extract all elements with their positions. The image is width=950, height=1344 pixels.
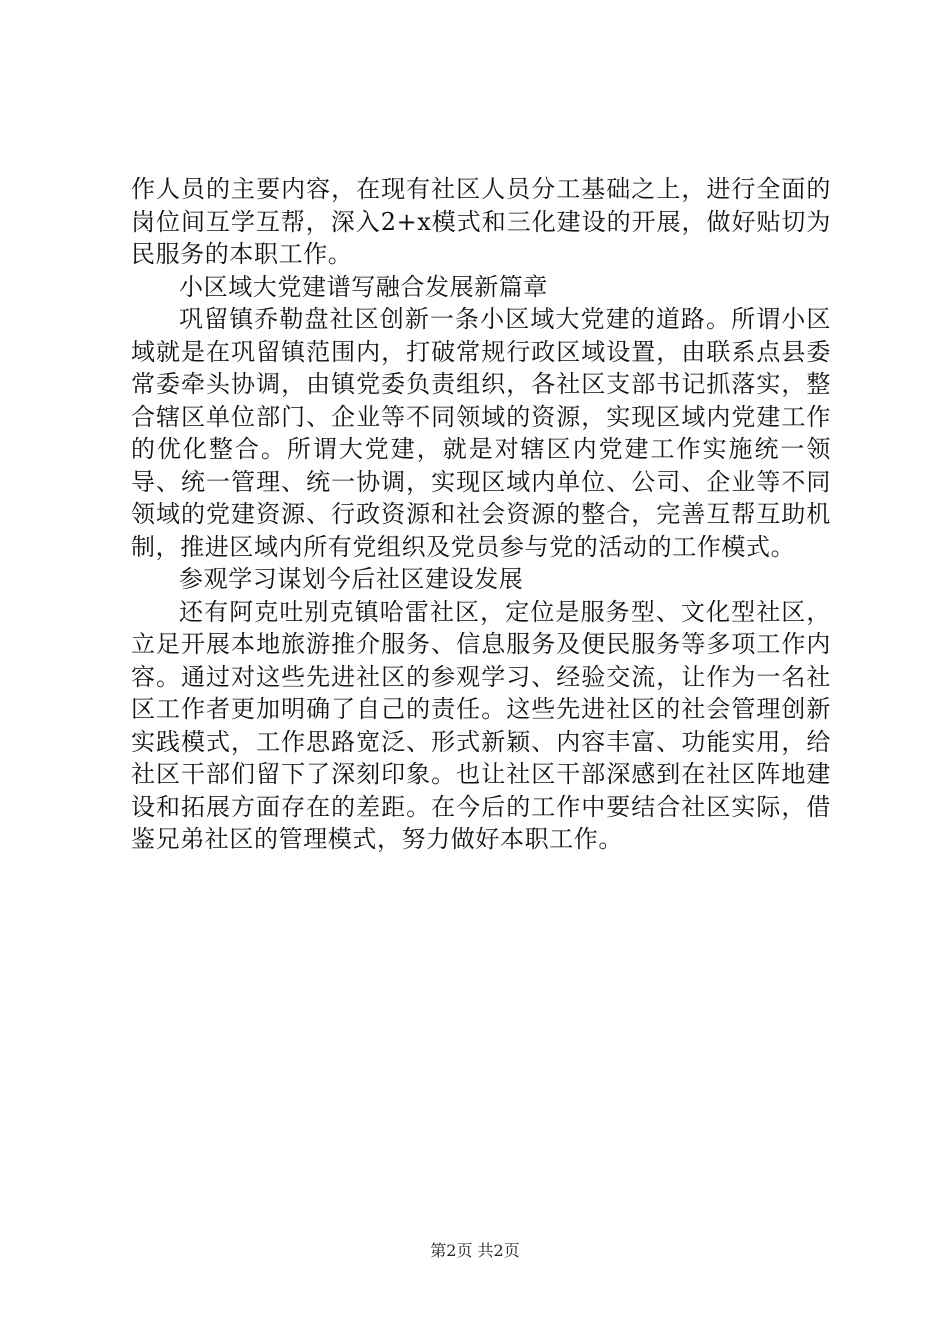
page-footer: 第2页 共2页 bbox=[430, 1241, 520, 1260]
paragraph-party-building: 巩留镇乔勒盘社区创新一条小区域大党建的道路。所谓小区域就是在巩留镇范围内，打破常规行政区域设置，由联系点县委常委牵头协调，由镇党委负责组织，各社区支部书记抓落实，整合辖区单位部门、企业等不同领域的资源，实现区域内党建工作的优化整合。所谓大党建，就是对辖区内党建工作实施统一领导、统一管理、统一协调，实现区域内单位、公司、企业等不同领域的党建资源、行政资源和社会资源的整合，完善互帮互助机制，推进区域内所有党组织及党员参与党的活动的工作模式。 bbox=[131, 305, 831, 561]
document-body bbox=[131, 173, 831, 856]
paragraph-study-visit: 还有阿克吐别克镇哈雷社区，定位是服务型、文化型社区，立足开展本地旅游推介服务、信息服务及便民服务等多项工作内容。通过对这些先进社区的参观学习、经验交流，让作为一名社区工作者更加明确了自己的责任。这些先进社区的社会管理创新实践模式，工作思路宽泛、形式新颖、内容丰富、功能实用，给社区干部们留下了深刻印象。也让社区干部深感到在社区阵地建设和拓展方面存在的差距。在今后的工作中要结合社区实际，借鉴兄弟社区的管理模式，努力做好本职工作。 bbox=[131, 597, 831, 853]
paragraph-continuation: 作人员的主要内容，在现有社区人员分工基础之上，进行全面的岗位间互学互帮，深入2+x模式和三化建设的开展，做好贴切为民服务的本职工作。 bbox=[131, 175, 831, 268]
section-heading-study-visit: 参观学习谋划今后社区建设发展 bbox=[179, 565, 524, 593]
section-heading-party-building: 小区域大党建谱写融合发展新篇章 bbox=[179, 272, 548, 301]
